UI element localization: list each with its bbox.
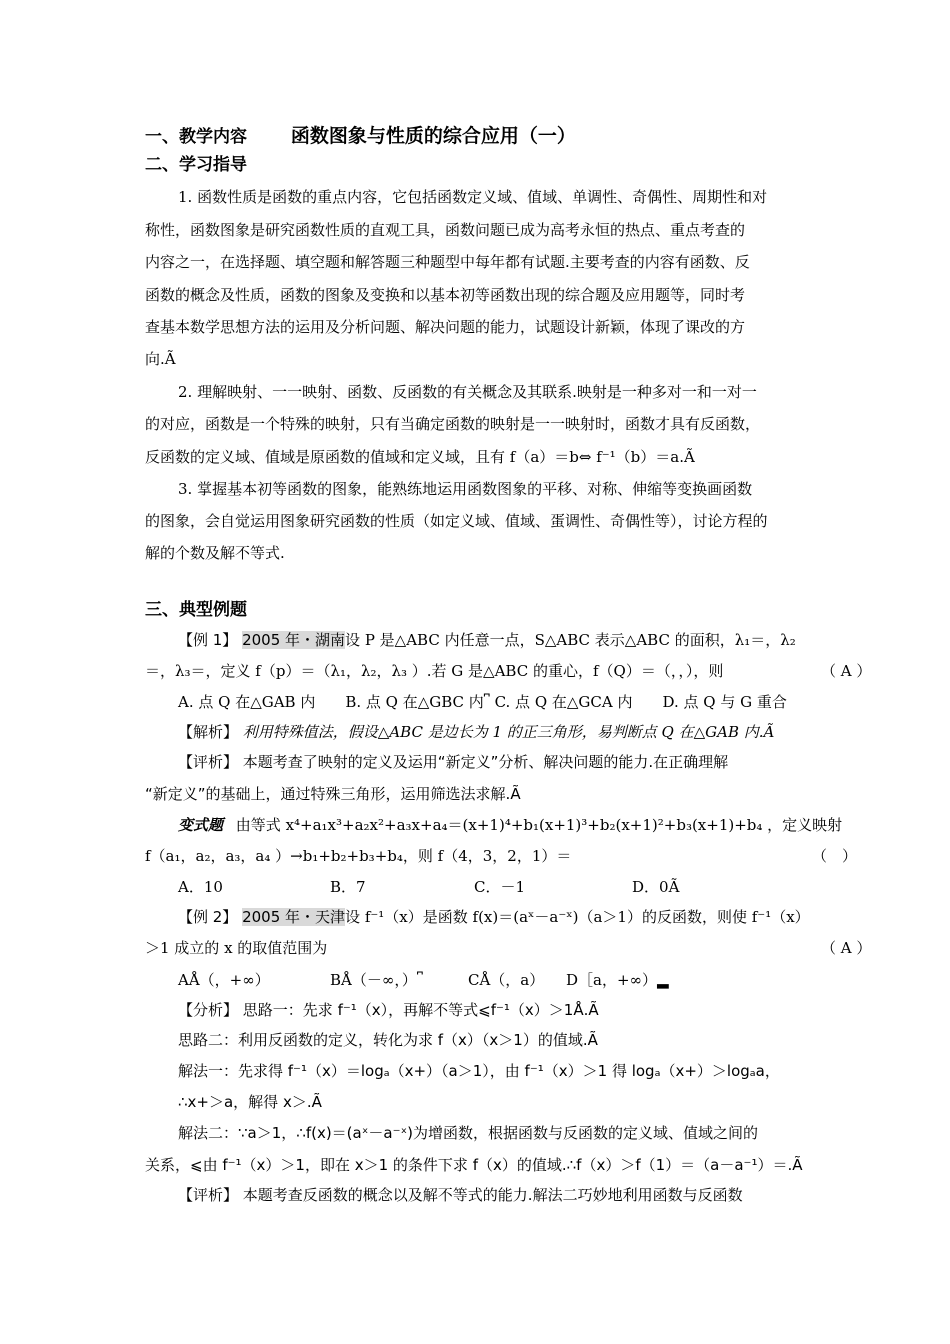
- example-tag: 【例 1】: [178, 631, 238, 649]
- variant-option-a: A．10: [178, 878, 223, 896]
- variant-option-d: D．0Ã: [632, 878, 680, 896]
- example1-answer: （ A ）: [821, 662, 872, 680]
- guide-line: 1. 函数性质是函数的重点内容，它包括函数定义域、值域、单调性、奇偶性、周期性和对: [178, 188, 768, 206]
- guide-line: 反函数的定义域、值域是原函数的值域和定义域，且有 f（a）＝b⇔ f⁻¹（b）＝a.Ã: [145, 448, 695, 466]
- comment-text: 本题考查了映射的定义及运用“新定义”分析、解决问题的能力.在正确理解: [242, 753, 729, 771]
- example1-analysis: [178, 722, 774, 742]
- page-title: 函数图象与性质的综合应用（一）: [290, 125, 576, 147]
- example2-solution2-line1: 解法二：∵a＞1，∴f(x)＝(aˣ－a⁻ˣ)为增函数，根据函数与反函数的定义域、值域之间的: [178, 1124, 759, 1142]
- guide-line: 函数的概念及性质，函数的图象及变换和以基本初等函数出现的综合题及应用题等，同时考: [145, 286, 746, 304]
- heading-study-guide: 二、学习指导: [145, 155, 247, 175]
- heading-label: 一、教学内容: [145, 127, 247, 147]
- example2-solution2-line2: 关系，⩽由 f⁻¹（x）＞1，即在 x＞1 的条件下求 f（x）的值域.∴f（x）＞f（1）＝（a－a⁻¹）＝.Ã: [145, 1156, 803, 1174]
- guide-line: 解的个数及解不等式.: [145, 544, 285, 562]
- heading-teaching-content: [145, 126, 576, 147]
- example1-options: A. 点 Q 在△GAB 内 B. 点 Q 在△GBC 内⎴ C. 点 Q 在△GCA 内 D. 点 Q 与 G 重合: [178, 693, 787, 711]
- example2-option-c: CÅ（，a）: [468, 971, 545, 989]
- example2-option-d: D［a，+∞）▂: [566, 971, 669, 989]
- analysis-text: 思路一：先求 f⁻¹（x），再解不等式⩽f⁻¹（x）＞1Å.Ã: [242, 1001, 599, 1019]
- example1-line2: ＝，λ₃＝，定义 f（p）＝（λ₁，λ₂，λ₃ ）.若 G 是△ABC 的重心，f（Q）＝（，，），则: [145, 662, 724, 680]
- variant-option-c: C．－1: [474, 878, 526, 896]
- guide-line: 2. 理解映射、一一映射、函数、反函数的有关概念及其联系.映射是一种多对一和一对一: [178, 383, 757, 401]
- guide-line: 向.Ã: [145, 350, 176, 368]
- example2-option-a: AÅ（，+∞）: [178, 971, 270, 989]
- example2-idea2: 思路二：利用反函数的定义，转化为求 f（x）（x＞1）的值域.Ã: [178, 1031, 598, 1049]
- example-text: 设 P 是△ABC 内任意一点，S△ABC 表示△ABC 的面积，λ₁＝，λ₂: [345, 631, 796, 649]
- example2-analysis: [178, 1000, 599, 1020]
- variant-line1: [178, 815, 842, 835]
- example-tag: 【例 2】: [178, 908, 238, 926]
- guide-line: 查基本数学思想方法的运用及分析问题、解决问题的能力，试题设计新颖，体现了课改的方: [145, 318, 746, 336]
- variant-text: 由等式 x⁴+a₁x³+a₂x²+a₃x+a₄＝(x+1)⁴+b₁(x+1)³+b₂(x+1)²+b₃(x+1)+b₄ ，定义映射: [235, 816, 843, 834]
- analysis-tag: 【解析】: [178, 723, 239, 741]
- variant-answer: （ ）: [812, 847, 858, 865]
- guide-line: 的图象，会自觉运用图象研究函数的性质（如定义域、值域、蛋调性、奇偶性等），讨论方程的: [145, 512, 768, 530]
- example-text: 设 f⁻¹（x）是函数 f(x)＝(aˣ－a⁻ˣ)（a＞1）的反函数，则使 f⁻¹（x）: [345, 908, 810, 926]
- guide-line: 3. 掌握基本初等函数的图象，能熟练地运用函数图象的平移、对称、伸缩等变换画函数: [178, 480, 753, 498]
- example2-line1: [178, 907, 810, 927]
- example2-answer: （ A ）: [821, 939, 872, 957]
- example2-solution1-line2: ∴x+＞a，解得 x＞.Ã: [178, 1093, 322, 1111]
- variant-line2: f（a₁，a₂，a₃，a₄ ）→b₁+b₂+b₃+b₄，则 f（4，3，2，1）＝: [145, 847, 572, 865]
- comment-text: 本题考查反函数的概念以及解不等式的能力.解法二巧妙地利用函数与反函数: [242, 1186, 743, 1204]
- example1-comment-line2: “新定义”的基础上，通过特殊三角形，运用筛选法求解.Ã: [145, 785, 521, 803]
- example-source: 2005 年・天津: [242, 908, 346, 926]
- analysis-tag: 【分析】: [178, 1001, 239, 1019]
- variant-tag: 变式题: [178, 816, 224, 834]
- guide-line: 的对应，函数是一个特殊的映射，只有当确定函数的映射是一一映射时，函数才具有反函数，: [145, 415, 761, 433]
- variant-option-b: B．7: [330, 878, 366, 896]
- guide-line: 内容之一，在选择题、填空题和解答题三种题型中每年都有试题.主要考查的内容有函数、反: [145, 253, 750, 271]
- comment-tag: 【评析】: [178, 753, 239, 771]
- example2-option-b: BÅ（－∞，）⎴: [330, 971, 423, 989]
- analysis-text: 利用特殊值法，假设△ABC 是边长为 1 的正三角形，易判断点 Q 在△GAB 内.Ã: [242, 723, 775, 741]
- example1-line1: [178, 630, 796, 650]
- example1-comment-line1: [178, 752, 728, 772]
- example-source: 2005 年・湖南: [242, 631, 346, 649]
- example2-solution1-line1: 解法一：先求得 f⁻¹（x）＝logₐ（x+）（a＞1），由 f⁻¹（x）＞1 得 logₐ（x+）＞logₐa，: [178, 1062, 780, 1080]
- example2-comment: [178, 1185, 743, 1205]
- heading-typical-examples: 三、典型例题: [145, 600, 247, 620]
- example2-line2: ＞1 成立的 x 的取值范围为: [145, 939, 328, 957]
- comment-tag: 【评析】: [178, 1186, 239, 1204]
- guide-line: 称性，函数图象是研究函数性质的直观工具，函数问题已成为高考永恒的热点、重点考查的: [145, 221, 746, 239]
